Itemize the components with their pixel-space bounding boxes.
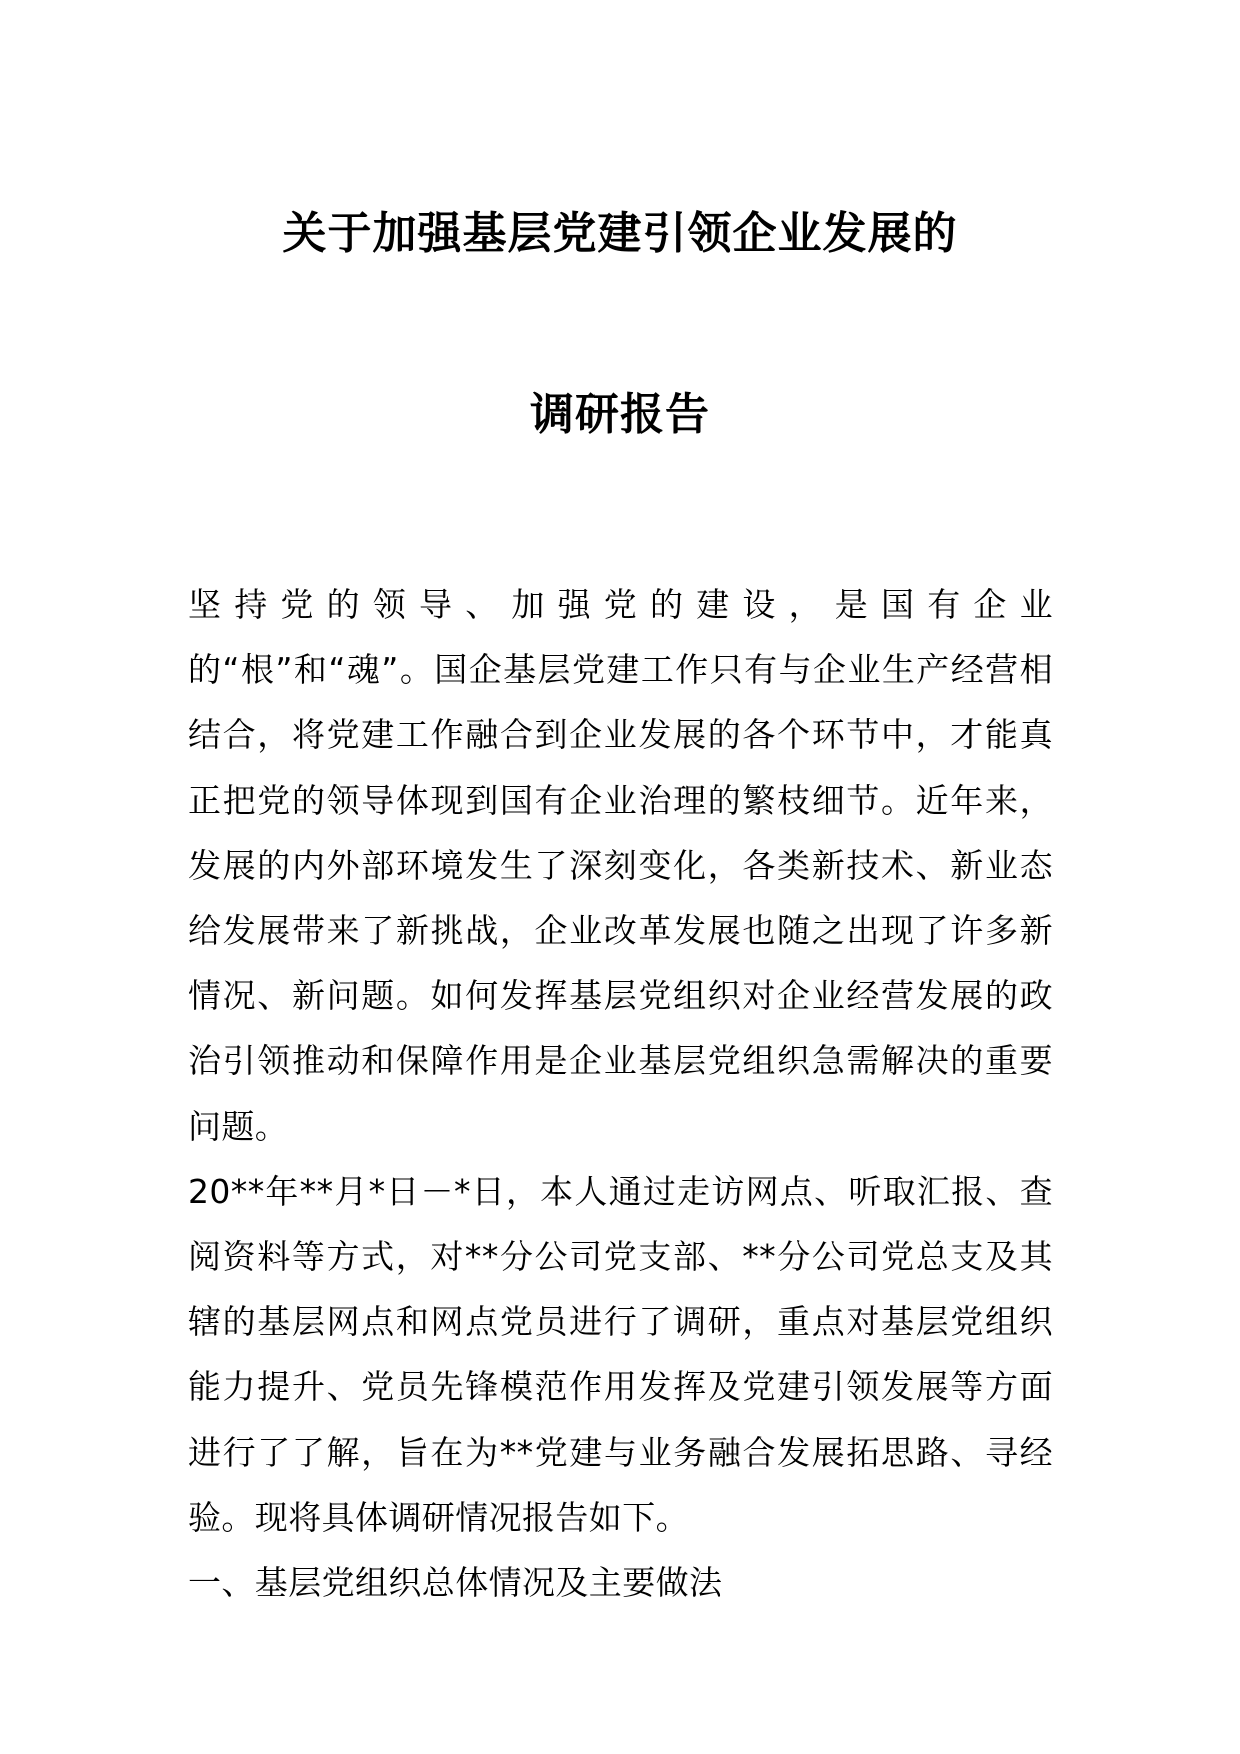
section-heading-1: 一、基层党组织总体情况及主要做法: [188, 1563, 723, 1603]
report-title-line-2: 调研报告: [530, 389, 710, 440]
report-title-line-1: 关于加强基层党建引领企业发展的: [282, 208, 958, 259]
report-body: [188, 572, 1053, 1615]
paragraph-intro: 坚持党的领导、加强党的建设，是国有企业的“根”和“魂”。国企基层党建工作只有与企业生产经营相结合，将党建工作融合到企业发展的各个环节中，才能真正把党的领导体现到国有企业治理的繁枝细节。近年来，发展的内外部环境发生了深刻变化，各类新技术、新业态给发展带来了新挑战，企业改革发展也随之出现了许多新情况、新问题。如何发挥基层党组织对企业经营发展的政治引领推动和保障作用是企业基层党组织急需解决的重要问题。: [188, 585, 1053, 1146]
paragraph-survey: 20**年**月*日－*日，本人通过走访网点、听取汇报、查阅资料等方式，对**分公司党支部、**分公司党总支及其辖的基层网点和网点党员进行了调研，重点对基层党组织能力提升、党员先锋模范作用发挥及党建引领发展等方面进行了了解，旨在为**党建与业务融合发展拓思路、寻经验。现将具体调研情况报告如下。: [188, 1171, 1053, 1537]
